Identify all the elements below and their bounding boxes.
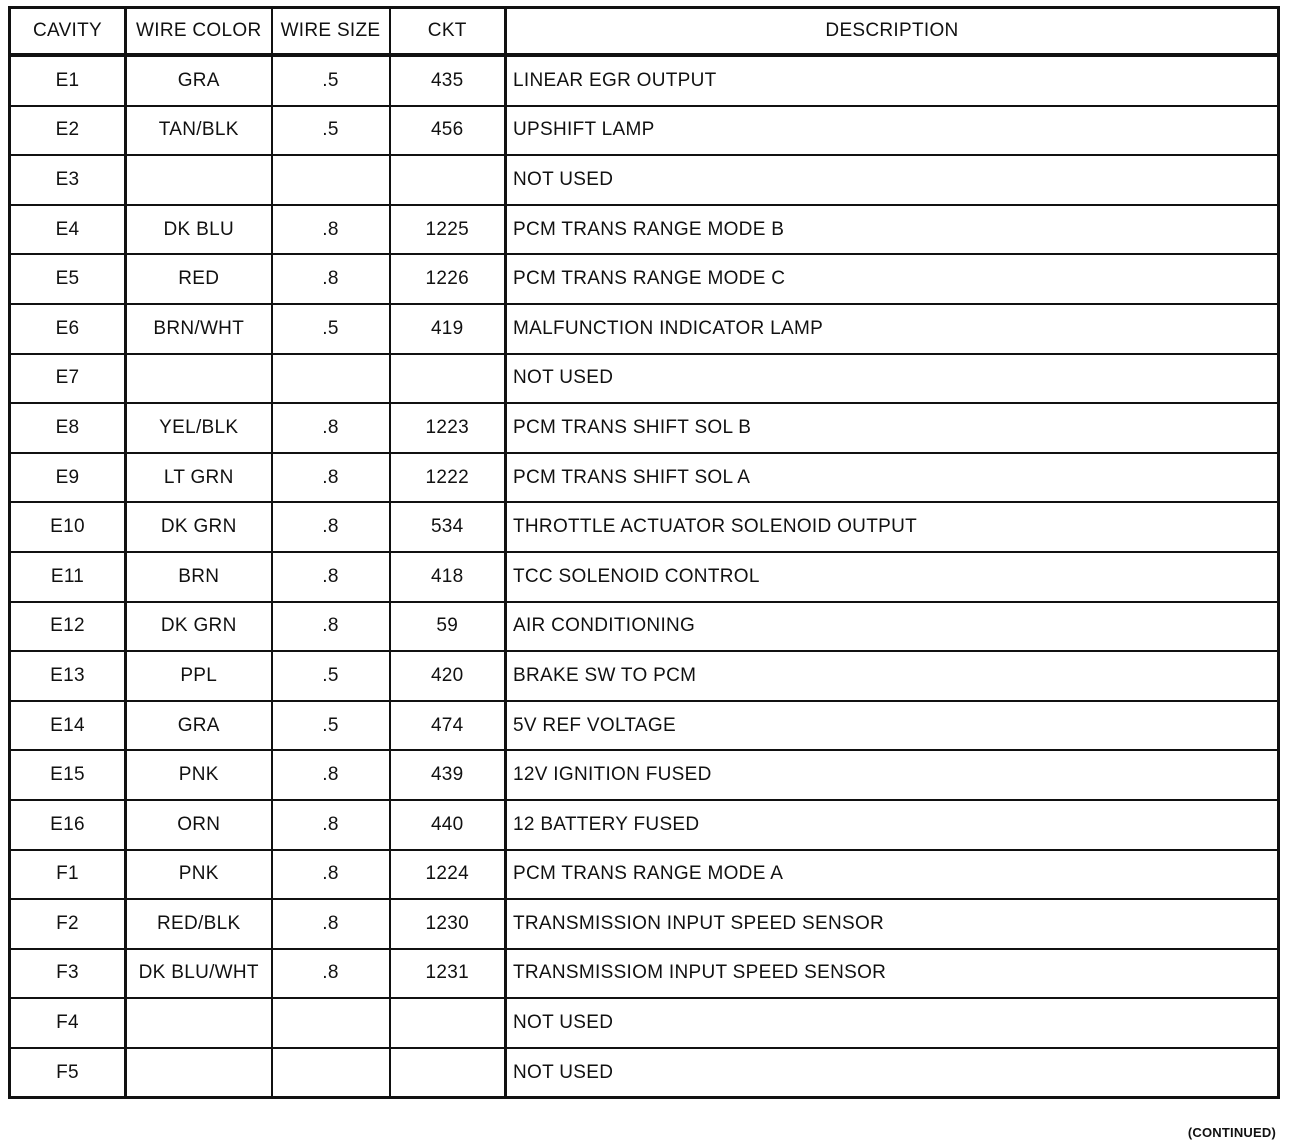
- cell-wire-color: BRN: [126, 552, 272, 602]
- cell-cavity: F2: [10, 899, 126, 949]
- cell-cavity: E7: [10, 354, 126, 404]
- table-row: [10, 354, 1279, 404]
- cell-cavity: E11: [10, 552, 126, 602]
- cell-ckt: 456: [390, 106, 506, 156]
- cell-ckt: 1225: [390, 205, 506, 255]
- table-row: [10, 55, 1279, 106]
- table-row: [10, 403, 1279, 453]
- cell-wire-size: [272, 354, 390, 404]
- cell-cavity: E2: [10, 106, 126, 156]
- cell-description: TCC SOLENOID CONTROL: [506, 552, 1279, 602]
- cell-wire-size: .8: [272, 949, 390, 999]
- cell-description: PCM TRANS SHIFT SOL A: [506, 453, 1279, 503]
- cell-description: NOT USED: [506, 354, 1279, 404]
- cell-wire-color: PPL: [126, 651, 272, 701]
- cell-ckt: 1222: [390, 453, 506, 503]
- table-row: [10, 502, 1279, 552]
- cell-wire-color: BRN/WHT: [126, 304, 272, 354]
- table-row: [10, 602, 1279, 652]
- cell-wire-color: ORN: [126, 800, 272, 850]
- cell-cavity: F3: [10, 949, 126, 999]
- cell-wire-size: .8: [272, 602, 390, 652]
- cell-description: 5V REF VOLTAGE: [506, 701, 1279, 751]
- table-row: [10, 304, 1279, 354]
- cell-cavity: E1: [10, 55, 126, 106]
- cell-ckt: 1230: [390, 899, 506, 949]
- cell-ckt: [390, 998, 506, 1048]
- cell-wire-size: [272, 998, 390, 1048]
- cell-wire-color: RED: [126, 254, 272, 304]
- table-row: [10, 899, 1279, 949]
- cell-description: AIR CONDITIONING: [506, 602, 1279, 652]
- cell-description: NOT USED: [506, 998, 1279, 1048]
- table-row: [10, 701, 1279, 751]
- cell-ckt: 1224: [390, 850, 506, 900]
- cell-wire-size: [272, 1048, 390, 1098]
- cell-wire-size: .5: [272, 304, 390, 354]
- cell-wire-color: [126, 998, 272, 1048]
- cell-wire-color: TAN/BLK: [126, 106, 272, 156]
- table-body: [10, 55, 1279, 1098]
- table-row: [10, 155, 1279, 205]
- cell-description: PCM TRANS RANGE MODE C: [506, 254, 1279, 304]
- cell-cavity: E15: [10, 750, 126, 800]
- cell-wire-color: PNK: [126, 750, 272, 800]
- cell-cavity: F4: [10, 998, 126, 1048]
- cell-cavity: E10: [10, 502, 126, 552]
- cell-description: PCM TRANS SHIFT SOL B: [506, 403, 1279, 453]
- cell-ckt: [390, 354, 506, 404]
- cell-ckt: 419: [390, 304, 506, 354]
- cell-description: LINEAR EGR OUTPUT: [506, 55, 1279, 106]
- header-ckt: CKT: [390, 8, 506, 56]
- cell-description: MALFUNCTION INDICATOR LAMP: [506, 304, 1279, 354]
- cell-ckt: 1223: [390, 403, 506, 453]
- cell-wire-color: [126, 354, 272, 404]
- cell-wire-color: GRA: [126, 55, 272, 106]
- cell-description: NOT USED: [506, 1048, 1279, 1098]
- cell-description: UPSHIFT LAMP: [506, 106, 1279, 156]
- cell-wire-color: LT GRN: [126, 453, 272, 503]
- cell-wire-size: .8: [272, 254, 390, 304]
- cell-description: 12 BATTERY FUSED: [506, 800, 1279, 850]
- cell-ckt: 420: [390, 651, 506, 701]
- cell-ckt: [390, 1048, 506, 1098]
- cell-cavity: E4: [10, 205, 126, 255]
- cell-description: TRANSMISSION INPUT SPEED SENSOR: [506, 899, 1279, 949]
- cell-description: 12V IGNITION FUSED: [506, 750, 1279, 800]
- table-row: [10, 949, 1279, 999]
- cell-wire-size: .8: [272, 205, 390, 255]
- cell-ckt: [390, 155, 506, 205]
- cell-wire-color: [126, 1048, 272, 1098]
- table-row: [10, 1048, 1279, 1098]
- table-row: [10, 254, 1279, 304]
- cell-ckt: 1226: [390, 254, 506, 304]
- cell-wire-color: DK BLU: [126, 205, 272, 255]
- cell-wire-size: .8: [272, 403, 390, 453]
- cell-wire-size: .8: [272, 750, 390, 800]
- cell-cavity: E9: [10, 453, 126, 503]
- cell-cavity: E8: [10, 403, 126, 453]
- cell-ckt: 1231: [390, 949, 506, 999]
- cell-cavity: E12: [10, 602, 126, 652]
- cell-cavity: E6: [10, 304, 126, 354]
- cell-cavity: E13: [10, 651, 126, 701]
- cell-description: THROTTLE ACTUATOR SOLENOID OUTPUT: [506, 502, 1279, 552]
- cell-wire-size: [272, 155, 390, 205]
- cell-wire-size: .8: [272, 502, 390, 552]
- cell-cavity: F5: [10, 1048, 126, 1098]
- cell-cavity: E16: [10, 800, 126, 850]
- cell-description: BRAKE SW TO PCM: [506, 651, 1279, 701]
- header-wire-size: WIRE SIZE: [272, 8, 390, 56]
- cell-wire-color: [126, 155, 272, 205]
- cell-wire-size: .5: [272, 106, 390, 156]
- cell-wire-size: .8: [272, 899, 390, 949]
- cell-ckt: 439: [390, 750, 506, 800]
- cell-cavity: E14: [10, 701, 126, 751]
- cell-wire-color: YEL/BLK: [126, 403, 272, 453]
- header-row: [10, 8, 1279, 56]
- header-wire-color: WIRE COLOR: [126, 8, 272, 56]
- cell-wire-size: .5: [272, 651, 390, 701]
- cell-ckt: 418: [390, 552, 506, 602]
- cell-ckt: 59: [390, 602, 506, 652]
- connector-pinout-table: [8, 6, 1280, 1099]
- header-description: DESCRIPTION: [506, 8, 1279, 56]
- table-row: [10, 850, 1279, 900]
- table-header: [10, 8, 1279, 56]
- cell-cavity: F1: [10, 850, 126, 900]
- table-row: [10, 998, 1279, 1048]
- cell-ckt: 474: [390, 701, 506, 751]
- cell-wire-color: DK GRN: [126, 602, 272, 652]
- table-row: [10, 106, 1279, 156]
- cell-ckt: 534: [390, 502, 506, 552]
- cell-wire-color: PNK: [126, 850, 272, 900]
- table-row: [10, 651, 1279, 701]
- cell-wire-size: .8: [272, 552, 390, 602]
- cell-cavity: E5: [10, 254, 126, 304]
- table-row: [10, 750, 1279, 800]
- cell-wire-color: RED/BLK: [126, 899, 272, 949]
- cell-wire-color: DK BLU/WHT: [126, 949, 272, 999]
- cell-wire-size: .5: [272, 701, 390, 751]
- cell-wire-size: .8: [272, 850, 390, 900]
- cell-description: TRANSMISSIOM INPUT SPEED SENSOR: [506, 949, 1279, 999]
- table-row: [10, 552, 1279, 602]
- table-row: [10, 453, 1279, 503]
- cell-ckt: 435: [390, 55, 506, 106]
- cell-wire-size: .5: [272, 55, 390, 106]
- cell-cavity: E3: [10, 155, 126, 205]
- cell-wire-size: .8: [272, 800, 390, 850]
- table-row: [10, 205, 1279, 255]
- table-row: [10, 800, 1279, 850]
- cell-ckt: 440: [390, 800, 506, 850]
- cell-description: PCM TRANS RANGE MODE B: [506, 205, 1279, 255]
- cell-wire-color: GRA: [126, 701, 272, 751]
- continued-note: (CONTINUED): [1187, 1125, 1276, 1140]
- cell-wire-size: .8: [272, 453, 390, 503]
- cell-description: PCM TRANS RANGE MODE A: [506, 850, 1279, 900]
- cell-wire-color: DK GRN: [126, 502, 272, 552]
- cell-description: NOT USED: [506, 155, 1279, 205]
- header-cavity: CAVITY: [10, 8, 126, 56]
